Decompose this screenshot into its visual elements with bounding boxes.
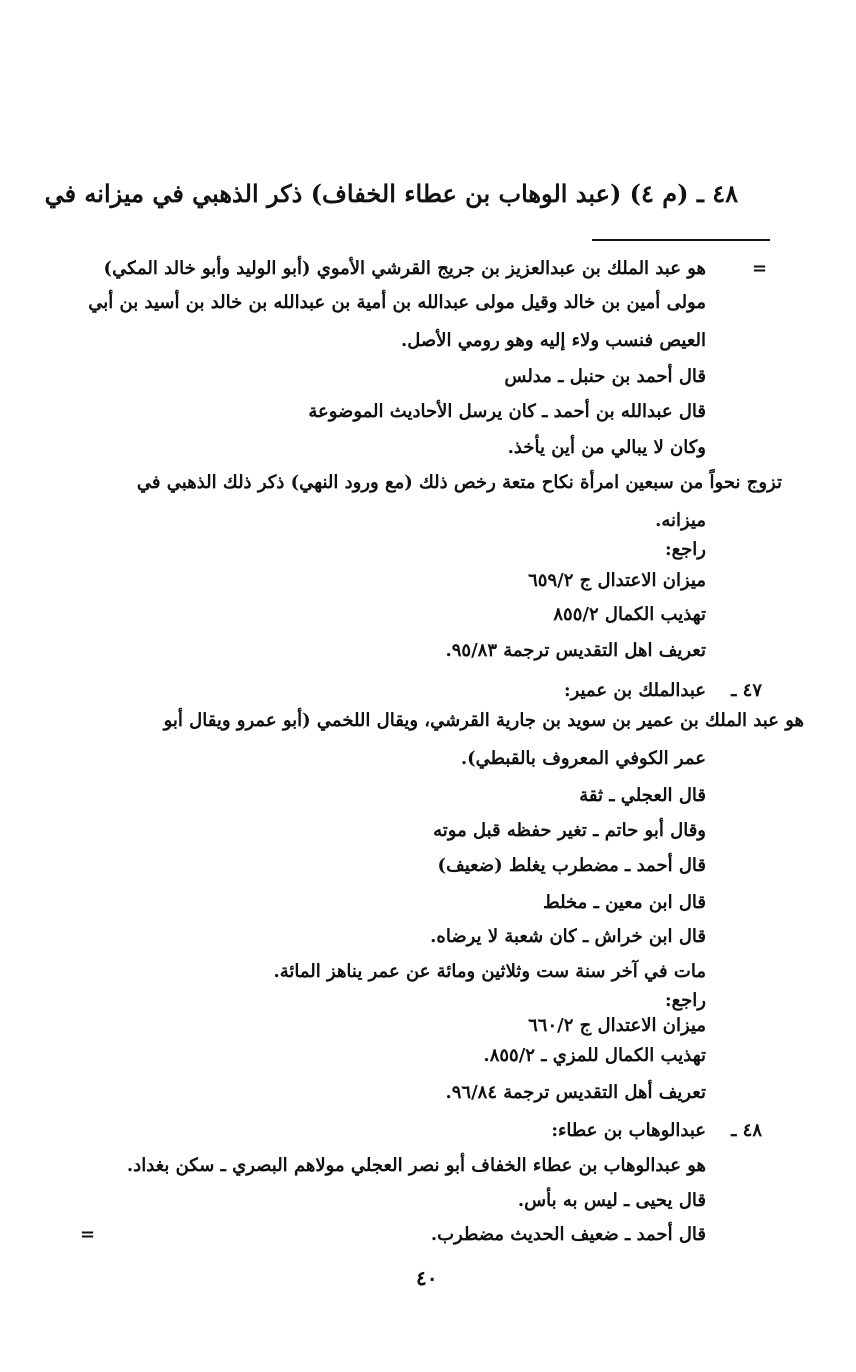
entry-number: ٤٨ ـ	[731, 1120, 762, 1141]
reference-line: تعريف اهل التقديس ترجمة ٩٥/٨٣.	[445, 640, 706, 661]
entry-name: عبدالملك بن عمير:	[563, 680, 706, 701]
text-line: قال يحيى ـ ليس به بأس.	[517, 1190, 706, 1211]
text-line: قال ابن معين ـ مخلط	[543, 892, 706, 913]
text-line: قال أحمد بن حنبل ـ مدلس	[504, 366, 706, 387]
text-line: هو عبد الملك بن عبدالعزيز بن جريج القرشي الأموي (أبو الوليد وأبو خالد المكي)	[103, 258, 706, 279]
reference-line: ميزان الاعتدال ج ٦٦٠/٢	[528, 1015, 706, 1036]
entry-number: ٤٧ ـ	[731, 680, 762, 701]
text-line: راجع:	[664, 539, 706, 560]
continuation-mark-bottom: =	[80, 1224, 96, 1245]
text-line: هو عبدالوهاب بن عطاء الخفاف أبو نصر العجلي مولاهم البصري ـ سكن بغداد.	[126, 1155, 706, 1176]
text-line: راجع:	[664, 990, 706, 1011]
page-heading: ٤٨ ـ (م ٤) (عبد الوهاب بن عطاء الخفاف) ذكر الذهبي في ميزانه في	[44, 179, 738, 208]
text-line: قال العجلي ـ ثقة	[579, 785, 706, 806]
page-number: ٤٠	[416, 1266, 438, 1290]
reference-line: تهذيب الكمال للمزي ـ ٨٥٥/٢.	[483, 1045, 706, 1066]
text-line: مولى أمين بن خالد وقيل مولى عبدالله بن أمية بن عبدالله بن خالد بن أسيد بن أبي	[88, 292, 706, 313]
heading-rule	[592, 239, 770, 241]
text-line: تزوج نحواً من سبعين امرأة نكاح متعة رخص ذلك (مع ورود النهي) ذكر ذلك الذهبي في	[136, 472, 782, 493]
entry-name: عبدالوهاب بن عطاء:	[551, 1120, 706, 1141]
text-line: عمر الكوفي المعروف بالقبطي).	[460, 748, 706, 769]
text-line: وقال أبو حاتم ـ تغير حفظه قبل موته	[433, 820, 706, 841]
text-line: قال أحمد ـ ضعيف الحديث مضطرب.	[430, 1224, 706, 1245]
text-line: وكان لا يبالي من أين يأخذ.	[507, 437, 706, 458]
reference-line: تهذيب الكمال ٨٥٥/٢	[553, 604, 706, 625]
reference-line: ميزان الاعتدال ج ٦٥٩/٢	[528, 570, 706, 591]
text-line: العيص فنسب ولاء إليه وهو رومي الأصل.	[401, 330, 706, 351]
text-line: هو عبد الملك بن عمير بن سويد بن جارية القرشي، ويقال اللخمي (أبو عمرو ويقال أبو	[163, 710, 804, 731]
reference-line: تعريف أهل التقديس ترجمة ٩٦/٨٤.	[445, 1082, 706, 1103]
text-line: مات في آخر سنة ست وثلاثين ومائة عن عمر يناهز المائة.	[273, 961, 706, 982]
text-line: قال ابن خراش ـ كان شعبة لا يرضاه.	[430, 926, 706, 947]
continuation-mark-top: =	[752, 258, 768, 279]
text-line: قال عبدالله بن أحمد ـ كان يرسل الأحاديث الموضوعة	[308, 401, 706, 422]
text-line: قال أحمد ـ مضطرب يغلط (ضعيف)	[437, 855, 706, 876]
text-line: ميزانه.	[655, 510, 706, 531]
